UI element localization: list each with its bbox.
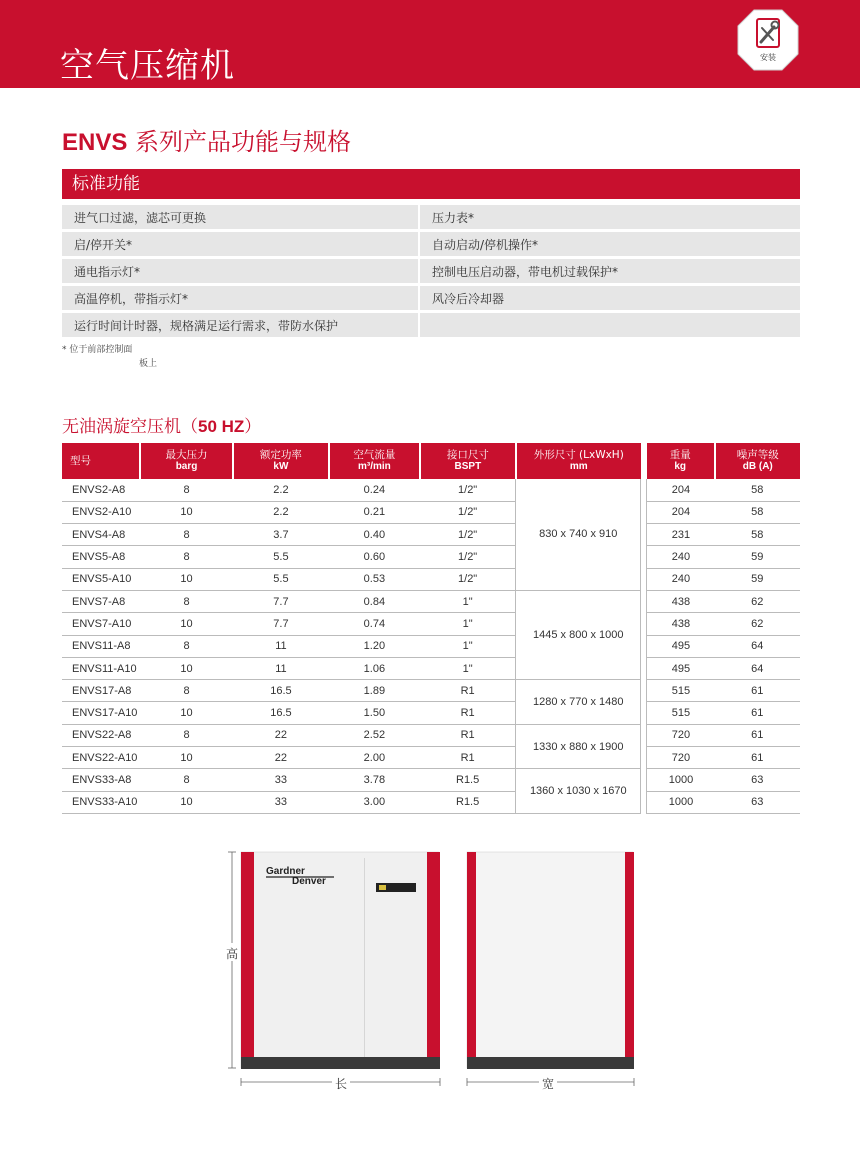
cell-flow: 1.50	[329, 702, 421, 724]
spec-row	[62, 524, 800, 546]
cell-dimensions: 1360 x 1030 x 1670	[516, 769, 641, 814]
cell-port: 1"	[420, 657, 515, 679]
cell-weight: 204	[647, 479, 715, 501]
cell-port: R1.5	[420, 769, 515, 791]
spec-row	[62, 724, 800, 746]
cell-pressure: 10	[140, 657, 233, 679]
cell-flow: 0.40	[329, 524, 421, 546]
footnote: * 位于前部控制面	[62, 345, 133, 355]
cell-dimensions: 1330 x 880 x 1900	[516, 724, 641, 769]
width-label: 宽	[541, 1077, 555, 1091]
cell-weight: 240	[647, 568, 715, 590]
cell-power: 5.5	[233, 546, 328, 568]
spec-row	[62, 791, 800, 813]
cell-flow: 0.74	[329, 613, 421, 635]
cell-model: ENVS17-A8	[62, 680, 140, 702]
cell-weight: 1000	[647, 791, 715, 813]
cell-weight: 438	[647, 613, 715, 635]
cell-pressure: 8	[140, 724, 233, 746]
cell-dimensions: 1280 x 770 x 1480	[516, 680, 641, 725]
cell-noise: 58	[715, 524, 800, 546]
cell-weight: 495	[647, 657, 715, 679]
cell-noise: 61	[715, 702, 800, 724]
cell-flow: 3.78	[329, 769, 421, 791]
cell-noise: 58	[715, 479, 800, 501]
cell-flow: 2.00	[329, 747, 421, 769]
cell-port: 1"	[420, 590, 515, 612]
col-noise: 噪声等级 dB (A)	[715, 443, 800, 479]
cell-port: 1/2"	[420, 546, 515, 568]
cell-model: ENVS22-A8	[62, 724, 140, 746]
compressor-dimension-diagram	[222, 840, 642, 1100]
cell-power: 33	[233, 791, 328, 813]
cell-model: ENVS5-A8	[62, 546, 140, 568]
cell-weight: 720	[647, 747, 715, 769]
cell-pressure: 10	[140, 702, 233, 724]
spec-row	[62, 590, 800, 612]
cell-weight: 240	[647, 546, 715, 568]
cell-pressure: 10	[140, 613, 233, 635]
cell-power: 33	[233, 769, 328, 791]
cell-flow: 1.06	[329, 657, 421, 679]
spec-row	[62, 635, 800, 657]
cell-port: R1	[420, 747, 515, 769]
cell-port: 1/2"	[420, 568, 515, 590]
col-dims: 外形尺寸 (LxWxH) mm	[516, 443, 641, 479]
cell-power: 7.7	[233, 590, 328, 612]
cell-flow: 0.21	[329, 501, 421, 523]
spec-row	[62, 747, 800, 769]
cell-model: ENVS2-A8	[62, 479, 140, 501]
cell-noise: 64	[715, 635, 800, 657]
cell-weight: 495	[647, 635, 715, 657]
cell-noise: 59	[715, 568, 800, 590]
cell-noise: 63	[715, 769, 800, 791]
cell-flow: 0.24	[329, 479, 421, 501]
cell-noise: 59	[715, 546, 800, 568]
cell-pressure: 8	[140, 769, 233, 791]
cell-pressure: 8	[140, 479, 233, 501]
col-port: 接口尺寸 BSPT	[420, 443, 515, 479]
cell-flow: 3.00	[329, 791, 421, 813]
cell-pressure: 10	[140, 568, 233, 590]
cell-weight: 515	[647, 680, 715, 702]
spec-header-row	[62, 443, 800, 479]
cell-model: ENVS11-A8	[62, 635, 140, 657]
length-label: 长	[334, 1077, 348, 1091]
cell-power: 16.5	[233, 702, 328, 724]
cell-noise: 62	[715, 590, 800, 612]
col-flow: 空气流量 m³/min	[329, 443, 421, 479]
cell-model: ENVS33-A10	[62, 791, 140, 813]
cell-model: ENVS4-A8	[62, 524, 140, 546]
cell-noise: 64	[715, 657, 800, 679]
cell-power: 5.5	[233, 568, 328, 590]
cell-port: 1/2"	[420, 524, 515, 546]
feature-row: 通电指示灯* 控制电压启动器，带电机过载保护*	[62, 259, 800, 283]
col-model: 型号	[62, 443, 140, 479]
cell-weight: 720	[647, 724, 715, 746]
brand-logo-line2: Denver	[292, 876, 326, 887]
cell-flow: 0.53	[329, 568, 421, 590]
feature-row: 进气口过滤，滤芯可更换 压力表*	[62, 205, 800, 229]
cell-weight: 438	[647, 590, 715, 612]
spec-table-title: 无油涡旋空压机（50 HZ）	[62, 417, 262, 437]
col-power: 额定功率 kW	[233, 443, 328, 479]
cell-pressure: 8	[140, 546, 233, 568]
cell-pressure: 10	[140, 501, 233, 523]
feature-row: 启/停开关* 自动启动/停机操作*	[62, 232, 800, 256]
cell-model: ENVS11-A10	[62, 657, 140, 679]
cell-power: 16.5	[233, 680, 328, 702]
cell-power: 11	[233, 657, 328, 679]
height-label: 高	[225, 947, 239, 961]
cell-noise: 61	[715, 747, 800, 769]
standard-features-heading: 标准功能	[62, 169, 800, 199]
cell-dimensions: 830 x 740 x 910	[516, 479, 641, 590]
spec-row	[62, 501, 800, 523]
cell-power: 22	[233, 747, 328, 769]
spec-row	[62, 568, 800, 590]
col-pressure: 最大压力 barg	[140, 443, 233, 479]
cell-model: ENVS5-A10	[62, 568, 140, 590]
cell-pressure: 8	[140, 590, 233, 612]
cell-port: R1.5	[420, 791, 515, 813]
cell-port: R1	[420, 702, 515, 724]
cell-power: 7.7	[233, 613, 328, 635]
side-view	[467, 852, 634, 1069]
cell-noise: 63	[715, 791, 800, 813]
cell-noise: 58	[715, 501, 800, 523]
cell-port: R1	[420, 680, 515, 702]
cell-flow: 0.84	[329, 590, 421, 612]
cell-power: 2.2	[233, 501, 328, 523]
cell-port: 1/2"	[420, 479, 515, 501]
cell-noise: 61	[715, 724, 800, 746]
cell-model: ENVS7-A10	[62, 613, 140, 635]
cell-port: R1	[420, 724, 515, 746]
spec-row	[62, 657, 800, 679]
cell-model: ENVS33-A8	[62, 769, 140, 791]
cell-pressure: 8	[140, 680, 233, 702]
cell-model: ENVS22-A10	[62, 747, 140, 769]
cell-weight: 204	[647, 501, 715, 523]
spec-row	[62, 769, 800, 791]
cell-pressure: 8	[140, 635, 233, 657]
footnote-cont: 板上	[139, 359, 158, 369]
feature-row: 运行时间计时器，规格满足运行需求，带防水保护	[62, 313, 800, 337]
cell-pressure: 8	[140, 524, 233, 546]
spec-row	[62, 479, 800, 501]
cell-flow: 1.89	[329, 680, 421, 702]
cell-weight: 515	[647, 702, 715, 724]
cell-power: 22	[233, 724, 328, 746]
cell-noise: 62	[715, 613, 800, 635]
cell-pressure: 10	[140, 747, 233, 769]
cell-power: 11	[233, 635, 328, 657]
cell-noise: 61	[715, 680, 800, 702]
brand-logo-line1: Gardner	[266, 866, 305, 877]
cell-model: ENVS7-A8	[62, 590, 140, 612]
spec-row	[62, 702, 800, 724]
cell-model: ENVS17-A10	[62, 702, 140, 724]
col-weight: 重量 kg	[647, 443, 715, 479]
cell-weight: 231	[647, 524, 715, 546]
standard-features-table	[62, 202, 800, 340]
cell-weight: 1000	[647, 769, 715, 791]
spec-table-body	[62, 479, 800, 813]
install-badge-label: 安装	[760, 53, 776, 62]
front-view	[241, 852, 440, 1069]
spec-table	[62, 443, 800, 814]
feature-row: 高温停机，带指示灯* 风冷后冷却器	[62, 286, 800, 310]
cell-power: 2.2	[233, 479, 328, 501]
cell-pressure: 10	[140, 791, 233, 813]
cell-flow: 1.20	[329, 635, 421, 657]
cell-port: 1"	[420, 635, 515, 657]
cell-flow: 2.52	[329, 724, 421, 746]
spec-row	[62, 546, 800, 568]
cell-port: 1"	[420, 613, 515, 635]
cell-power: 3.7	[233, 524, 328, 546]
spec-row	[62, 613, 800, 635]
cell-dimensions: 1445 x 800 x 1000	[516, 590, 641, 679]
section-title: ENVS 系列产品功能与规格	[62, 128, 351, 156]
cell-flow: 0.60	[329, 546, 421, 568]
spec-row	[62, 680, 800, 702]
cell-model: ENVS2-A10	[62, 501, 140, 523]
cell-port: 1/2"	[420, 501, 515, 523]
page-title: 空气压缩机	[60, 46, 235, 86]
